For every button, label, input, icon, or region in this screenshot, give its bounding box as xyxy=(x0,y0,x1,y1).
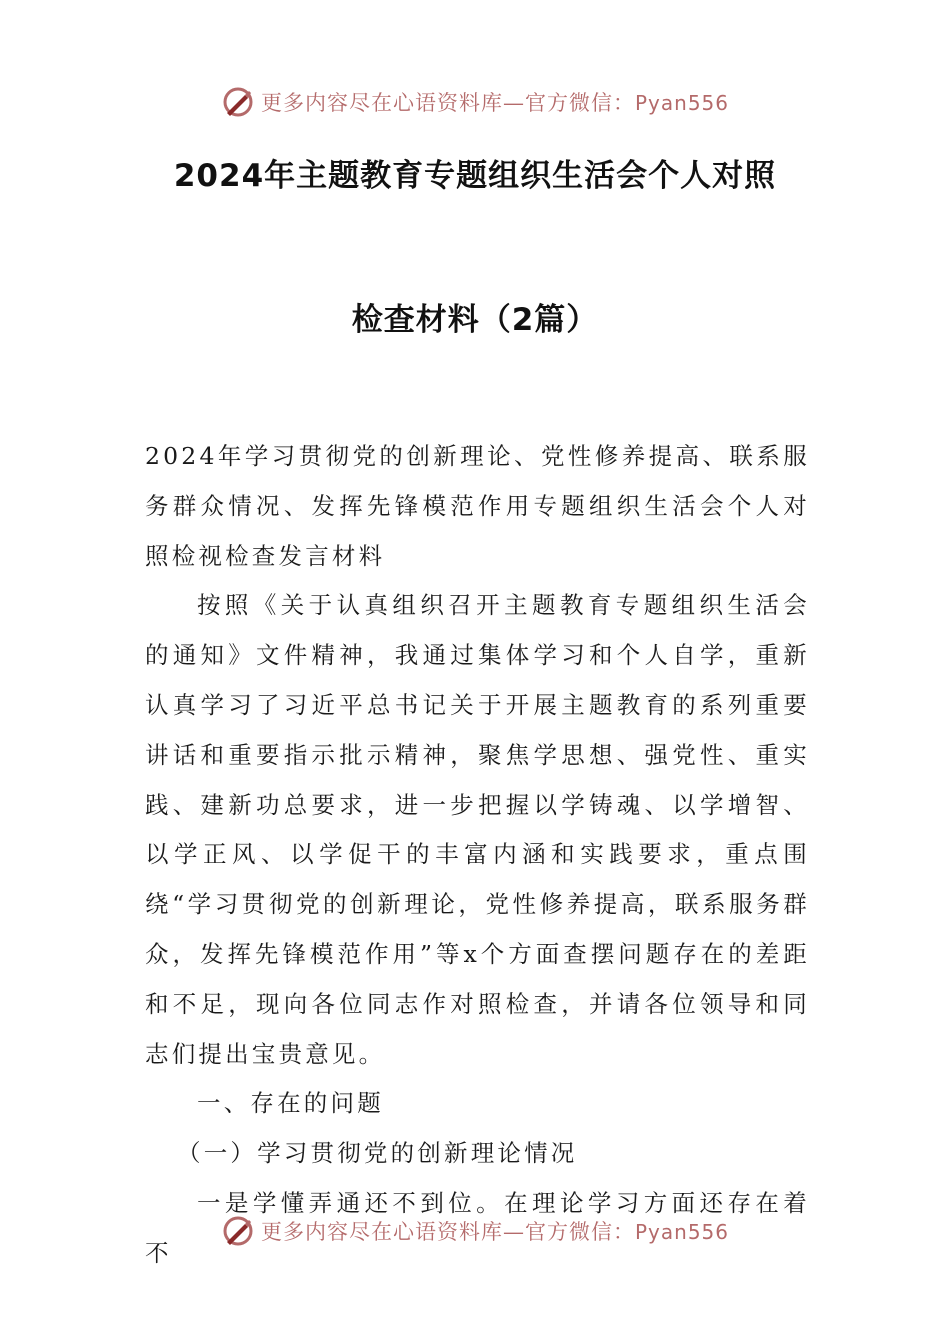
document-body xyxy=(145,432,810,1279)
pen-logo-icon xyxy=(221,1214,255,1248)
pen-logo-icon xyxy=(221,85,255,119)
watermark-text: 更多内容尽在心语资料库—官方微信：Pyan556 xyxy=(260,1220,729,1244)
subtitle-paragraph: 2024年学习贯彻党的创新理论、党性修养提高、联系服务群众情况、发挥先锋模范作用专题组织生活会个人对照检视检查发言材料 xyxy=(145,442,810,570)
body-paragraph: 一是学懂弄通还不到位。在理论学习方面还存在着不 xyxy=(145,1188,810,1267)
body-paragraph: 按照《关于认真组织召开主题教育专题组织生活会的通知》文件精神，我通过集体学习和个人自学，重新认真学习了习近平总书记关于开展主题教育的系列重要讲话和重要指示批示精神，聚焦学思想、强党性、重实践、建新功总要求，进一步把握以学铸魂、以学增智、以学正风、以学促干的丰富内涵和实践要求，重点围绕“学习贯彻党的创新理论，党性修养提高，联系服务群众，发挥先锋模范作用”等x个方面查摆问题存在的差距和不足，现向各位同志作对照检查，并请各位领导和同志们提出宝贵意见。 xyxy=(145,591,810,1068)
document-title-line-2: 检查材料（2篇） xyxy=(351,302,599,338)
subsection-heading: （一）学习贯彻党的创新理论情况 xyxy=(177,1139,578,1168)
document-title-line-1: 2024年主题教育专题组织生活会个人对照 xyxy=(173,158,777,194)
header-watermark xyxy=(0,82,950,122)
footer-watermark xyxy=(0,1211,950,1251)
section-heading: 一、存在的问题 xyxy=(197,1089,384,1118)
watermark-text: 更多内容尽在心语资料库—官方微信：Pyan556 xyxy=(260,91,729,115)
